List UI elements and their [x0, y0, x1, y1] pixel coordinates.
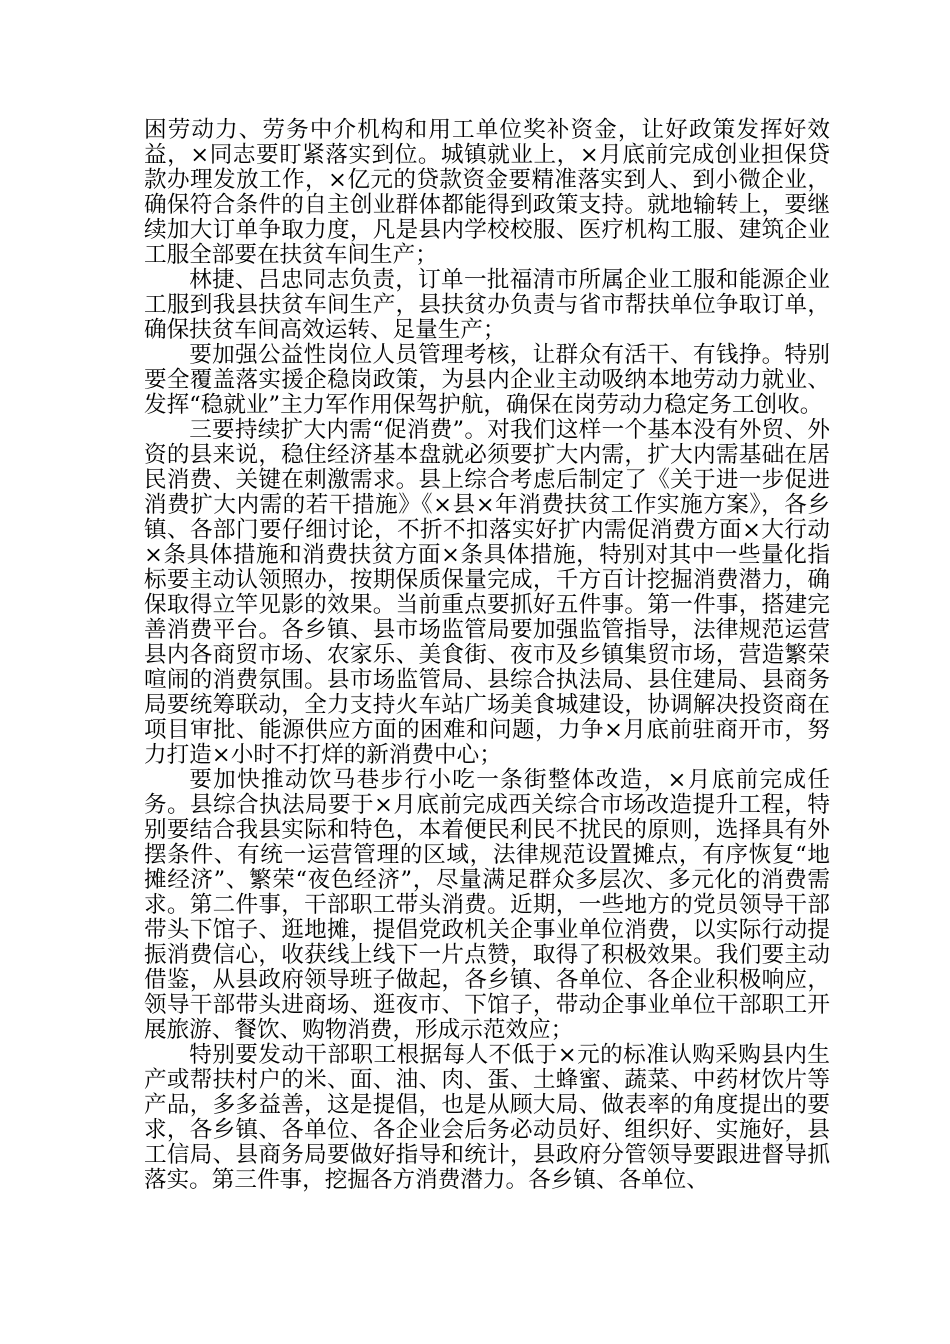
paragraph: 三要持续扩大内需“促消费”。对我们这样一个基本没有外贸、外资的县来说，稳住经济基本盘就必须要扩大内需，扩大内需基础在居民消费、关键在刺激需求。县上综合考虑后制定了《关于进一步促进消费扩大内需的若干措施》《×县×年消费扶贫工作实施方案》，各乡镇、各部门要仔细讨论，不折不扣落实好扩内需促消费方面×大行动×条具体措施和消费扶贫方面×条具体措施，特别对其中一些量化指标要主动认领照办，按期保质保量完成，千方百计挖掘消费潜力，确保取得立竿见影的效果。当前重点要抓好五件事。第一件事，搭建完善消费平台。各乡镇、县市场监管局要加强监管指导，法律规范运营县内各商贸市场、农家乐、美食街、夜市及乡镇集贸市场，营造繁荣喧闹的消费氛围。县市场监管局、县综合执法局、县住建局、县商务局要统筹联动，全力支持火车站广场美食城建设，协调解决投资商在项目审批、能源供应方面的困难和问题，力争×月底前驻商开市，努力打造×小时不打烊的新消费中心；	[144, 417, 830, 768]
paragraph: 困劳动力、劳务中介机构和用工单位奖补资金，让好政策发挥好效益，×同志要盯紧落实到位。城镇就业上，×月底前完成创业担保贷款办理发放工作，×亿元的贷款资金要精准落实到人、到小微企业，确保符合条件的自主创业群体都能得到政策支持。就地输转上，要继续加大订单争取力度，凡是县内学校校服、医疗机构工服、建筑企业工服全部要在扶贫车间生产；	[144, 117, 830, 268]
paragraph: 要加快推动饮马巷步行小吃一条街整体改造，×月底前完成任务。县综合执法局要于×月底前完成西关综合市场改造提升工程，特别要结合我县实际和特色，本着便民利民不扰民的原则，选择具有外摆条件、有统一运营管理的区域，法律规范设置摊点，有序恢复“地摊经济”、繁荣“夜色经济”，尽量满足群众多层次、多元化的消费需求。第二件事，干部职工带头消费。近期，一些地方的党员领导干部带头下馆子、逛地摊，提倡党政机关企事业单位消费，以实际行动提振消费信心，收获线上线下一片点赞，取得了积极效果。我们要主动借鉴，从县政府领导班子做起，各乡镇、各单位、各企业积极响应，领导干部带头进商场、逛夜市、下馆子，带动企事业单位干部职工开展旅游、餐饮、购物消费，形成示范效应；	[144, 767, 830, 1043]
document-body	[144, 118, 830, 1193]
paragraph: 林捷、吕忠同志负责，订单一批福清市所属企业工服和能源企业工服到我县扶贫车间生产，县扶贫办负责与省市帮扶单位争取订单，确保扶贫车间高效运转、足量生产；	[144, 267, 830, 343]
paragraph: 特别要发动干部职工根据每人不低于×元的标准认购采购县内生产或帮扶村户的米、面、油、肉、蛋、土蜂蜜、蔬菜、中药材饮片等产品，多多益善，这是提倡，也是从顾大局、做表率的角度提出的要求，各乡镇、各单位、各企业会后务必动员好、组织好、实施好，县工信局、县商务局要做好指导和统计，县政府分管领导要跟进督导抓落实。第三件事，挖掘各方消费潜力。各乡镇、各单位、	[144, 1042, 830, 1193]
paragraph: 要加强公益性岗位人员管理考核，让群众有活干、有钱挣。特别要全覆盖落实援企稳岗政策，为县内企业主动吸纳本地劳动力就业、发挥“稳就业”主力军作用保驾护航，确保在岗劳动力稳定务工创收。	[144, 342, 830, 418]
